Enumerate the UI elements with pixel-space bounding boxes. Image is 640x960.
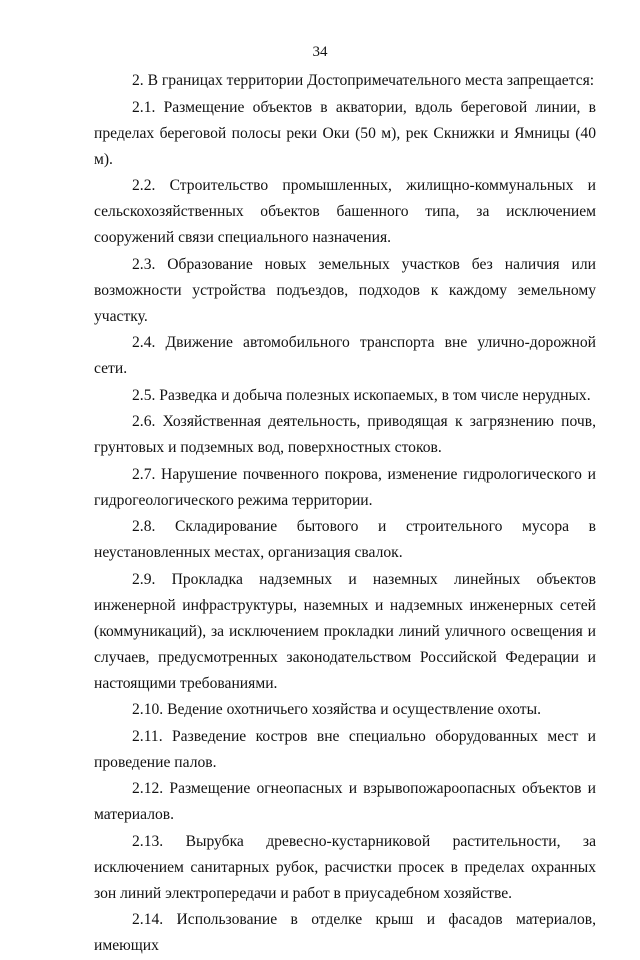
paragraph-2-12: 2.12. Размещение огнеопасных и взрывопожароопасных объектов и материалов.	[94, 780, 596, 823]
paragraph-2-11: 2.11. Разведение костров вне специально оборудованных мест и проведение палов.	[94, 727, 596, 771]
paragraph-2-14: 2.14. Использование в отделке крыш и фасадов материалов, имеющих	[94, 911, 596, 954]
paragraph-2-10: 2.10. Ведение охотничьего хозяйства и осуществление охоты.	[132, 701, 541, 718]
paragraph-2-3: 2.3. Образование новых земельных участков без наличия или возможности устройства подъездов, подходов к каждому земельному участку.	[94, 255, 596, 325]
paragraph-2-13: 2.13. Вырубка древесно-кустарниковой растительности, за исключением санитарных рубок, расчистки просек в пределах охранных зон линий электропередачи и работ в приусадебном хозяйстве.	[94, 832, 596, 902]
paragraph-2-1: 2.1. Размещение объектов в акватории, вдоль береговой линии, в пределах береговой полосы реки Оки (50 м), рек Скнижки и Ямницы (40 м).	[94, 98, 596, 168]
paragraph-2-7: 2.7. Нарушение почвенного покрова, изменение гидрологического и гидрогеологического режима территории.	[94, 465, 596, 509]
paragraph-2-8: 2.8. Складирование бытового и строительного мусора в неустановленных местах, организация свалок.	[94, 518, 596, 561]
paragraph-2-5: 2.5. Разведка и добыча полезных ископаемых, в том числе нерудных.	[132, 386, 591, 404]
page-number: 34	[312, 44, 328, 60]
paragraph-2-6: 2.6. Хозяйственная деятельность, приводящая к загрязнению почв, грунтовых и подземных вод, поверхностных стоков.	[94, 413, 596, 456]
paragraph-2-9: 2.9. Прокладка надземных и наземных линейных объектов инженерной инфраструктуры, наземных и надземных инженерных сетей (коммуникаций), за исключением прокладки линий уличного освещения и случаев, предусмотренных законодательством Российской Федерации и настоящими требованиями.	[94, 570, 596, 692]
paragraph-2-2: 2.2. Строительство промышленных, жилищно-коммунальных и сельскохозяйственных объектов башенного типа, за исключением сооружений связи специального назначения.	[94, 177, 596, 246]
document-body	[94, 68, 596, 960]
paragraph-2-4: 2.4. Движение автомобильного транспорта вне улично-дорожной сети.	[94, 334, 596, 377]
paragraph-2: 2. В границах территории Достопримечательного места запрещается:	[132, 72, 595, 89]
